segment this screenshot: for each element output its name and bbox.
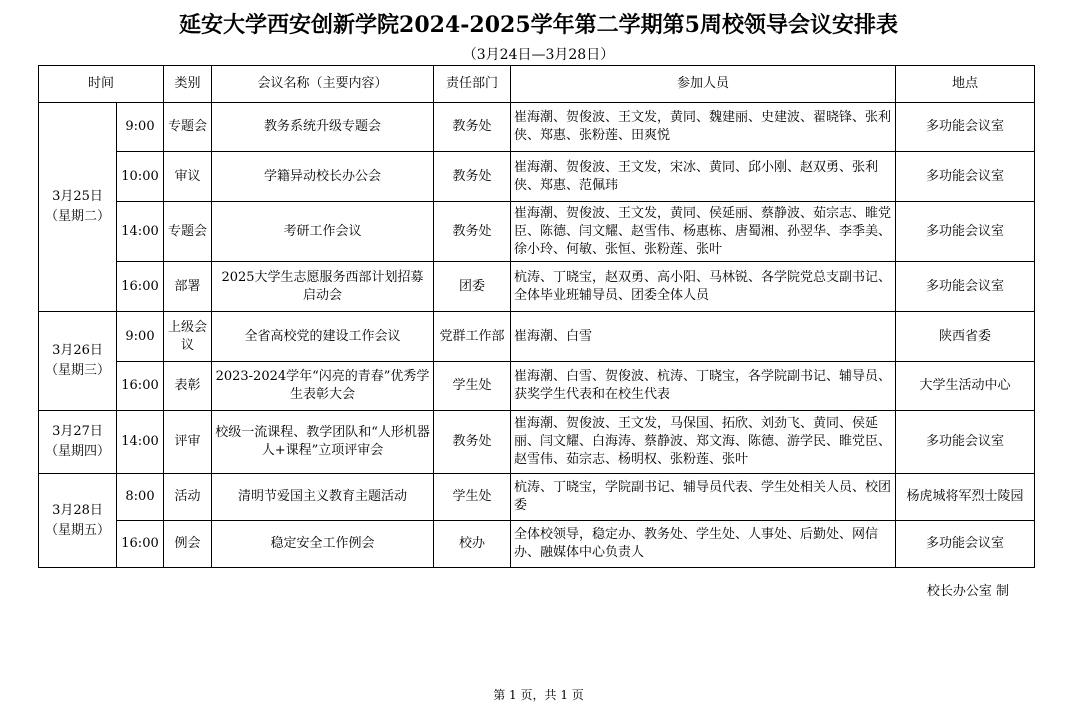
location-cell: 多功能会议室: [896, 103, 1035, 152]
time-cell: 10:00: [117, 152, 164, 202]
category-cell: 表彰: [164, 362, 212, 411]
dept-cell: 团委: [434, 262, 511, 312]
meeting-cell: 教务系统升级专题会: [212, 103, 434, 152]
dept-cell: 学生处: [434, 362, 511, 411]
date-label: 3月28日: [52, 502, 103, 518]
location-cell: 多功能会议室: [896, 521, 1035, 568]
attendees-cell: 杭涛、丁晓宝，学院副书记、辅导员代表、学生处相关人员、校团委: [511, 474, 896, 521]
attendees-cell: 崔海潮、贺俊波、王文发，宋冰、黄同、邱小刚、赵双勇、张利侠、郑惠、范佩玮: [511, 152, 896, 202]
date-label: 3月25日: [52, 189, 103, 204]
location-cell: 多功能会议室: [896, 152, 1035, 202]
meeting-cell: 考研工作会议: [212, 202, 434, 262]
dept-cell: 党群工作部: [434, 312, 511, 362]
table-row: [39, 103, 1035, 152]
header-meeting: 会议名称（主要内容）: [212, 66, 434, 103]
dept-cell: 教务处: [434, 103, 511, 152]
date-label: 3月27日: [52, 424, 103, 439]
location-cell: 杨虎城将军烈士陵园: [896, 474, 1035, 521]
date-cell: [39, 103, 117, 312]
attendees-cell: 全体校领导，稳定办、教务处、学生处、人事处、后勤处、网信办、融媒体中心负责人: [511, 521, 896, 568]
date-cell: [39, 411, 117, 474]
time-cell: 9:00: [117, 103, 164, 152]
dept-cell: 教务处: [434, 152, 511, 202]
dept-cell: 教务处: [434, 202, 511, 262]
time-cell: 9:00: [117, 312, 164, 362]
time-cell: 16:00: [117, 262, 164, 312]
table-row: [39, 474, 1035, 521]
category-cell: 审议: [164, 152, 212, 202]
table-row: [39, 202, 1035, 262]
date-cell: [39, 312, 117, 411]
meeting-schedule-table: [38, 65, 1035, 568]
time-cell: 14:00: [117, 202, 164, 262]
location-cell: 多功能会议室: [896, 411, 1035, 474]
header-dept: 责任部门: [434, 66, 511, 103]
attendees-cell: 崔海潮、贺俊波、王文发，黄同、侯延丽、蔡静波、茹宗志、睢党臣、陈德、闫文耀、赵雪伟、杨惠栋、唐蜀湘、孙翌华、李季美、徐小玲、何敏、张恒、张粉莲、张叶: [511, 202, 896, 262]
time-cell: 16:00: [117, 521, 164, 568]
date-label: 3月26日: [52, 343, 103, 358]
category-cell: 专题会: [164, 202, 212, 262]
category-cell: 例会: [164, 521, 212, 568]
location-cell: 大学生活动中心: [896, 362, 1035, 411]
weekday-label: （星期五）: [44, 522, 110, 538]
header-row: [39, 66, 1035, 103]
page-number: 第 1 页，共 1 页: [493, 688, 584, 702]
attendees-cell: 崔海潮、白雪、贺俊波、杭涛、丁晓宝，各学院副书记、辅导员、获奖学生代表和在校生代表: [511, 362, 896, 411]
meeting-cell: 学籍异动校长办公会: [212, 152, 434, 202]
date-cell: [39, 474, 117, 568]
meeting-cell: 校级一流课程、教学团队和“人形机器人+课程”立项评审会: [212, 411, 434, 474]
table-row: [39, 262, 1035, 312]
category-cell: 专题会: [164, 103, 212, 152]
category-cell: 评审: [164, 411, 212, 474]
issuer-label: 校长办公室 制: [926, 584, 1009, 599]
attendees-cell: 崔海潮、贺俊波、王文发，黄同、魏建丽、史建波、翟晓锋、张利侠、郑惠、张粉莲、田爽悦: [511, 103, 896, 152]
time-cell: 8:00: [117, 474, 164, 521]
location-cell: 多功能会议室: [896, 262, 1035, 312]
dept-cell: 学生处: [434, 474, 511, 521]
page-title: 延安大学西安创新学院2024-2025学年第二学期第5周校领导会议安排表: [179, 12, 898, 38]
table-row: [39, 312, 1035, 362]
time-cell: 16:00: [117, 362, 164, 411]
meeting-cell: 2023-2024学年“闪亮的青春”优秀学生表彰大会: [212, 362, 434, 411]
location-cell: 多功能会议室: [896, 202, 1035, 262]
weekday-label: （星期三）: [44, 363, 110, 378]
category-cell: 活动: [164, 474, 212, 521]
header-location: 地点: [896, 66, 1035, 103]
table-row: [39, 411, 1035, 474]
meeting-cell: 2025大学生志愿服务西部计划招募启动会: [212, 262, 434, 312]
category-cell: 上级会议: [164, 312, 212, 362]
attendees-cell: 崔海潮、白雪: [511, 312, 896, 362]
location-cell: 陕西省委: [896, 312, 1035, 362]
weekday-label: （星期二）: [44, 209, 110, 224]
table-row: [39, 152, 1035, 202]
header-category: 类别: [164, 66, 212, 103]
dept-cell: 教务处: [434, 411, 511, 474]
time-cell: 14:00: [117, 411, 164, 474]
category-cell: 部署: [164, 262, 212, 312]
header-time: 时间: [39, 66, 164, 103]
meeting-cell: 全省高校党的建设工作会议: [212, 312, 434, 362]
date-range: （3月24日—3月28日）: [462, 47, 615, 63]
meeting-cell: 清明节爱国主义教育主题活动: [212, 474, 434, 521]
meeting-cell: 稳定安全工作例会: [212, 521, 434, 568]
table-row: [39, 362, 1035, 411]
attendees-cell: 杭涛、丁晓宝，赵双勇、高小阳、马林锐、各学院党总支副书记、全体毕业班辅导员、团委全体人员: [511, 262, 896, 312]
table-row: [39, 521, 1035, 568]
dept-cell: 校办: [434, 521, 511, 568]
attendees-cell: 崔海潮、贺俊波、王文发，马保国、拓欣、刘劲飞、黄同、侯延丽、闫文耀、白海涛、蔡静波、郑文海、陈德、游学民、睢党臣、赵雪伟、茹宗志、杨明权、张粉莲、张叶: [511, 411, 896, 474]
header-attendees: 参加人员: [511, 66, 896, 103]
weekday-label: （星期四）: [44, 444, 110, 459]
